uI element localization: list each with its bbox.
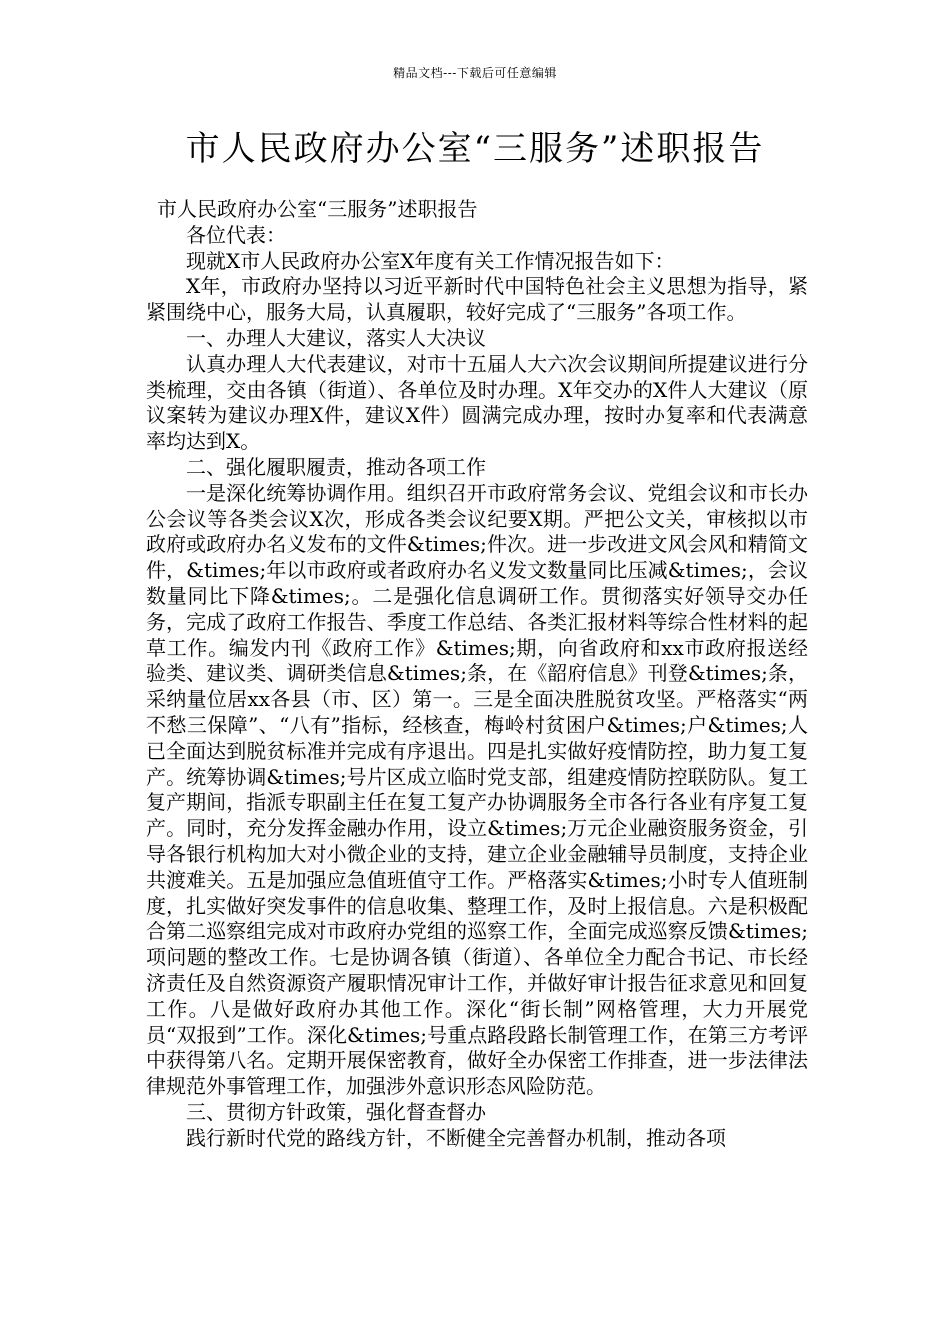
summary-paragraph: X年，市政府办坚持以习近平新时代中国特色社会主义思想为指导，紧紧围绕中心，服务大局，认真履职，较好完成了“三服务”各项工作。: [146, 274, 808, 325]
document-title: 市人民政府办公室“三服务”述职报告: [185, 129, 765, 169]
header-note: 精品文档---下载后可任意编辑: [393, 66, 557, 80]
document-body: [146, 197, 808, 1151]
section-2-paragraph: 一是深化统筹协调作用。组织召开市政府常务会议、党组会议和市长办公会议等各类会议X次，形成各类会议纪要X期。严把公文关，审核拟以市政府或政府办名义发布的文件&times;件次。进一步改进文风会风和精简文件，&times;年以市政府或者政府办名义发文数量同比压减&times;，会议数量同比下降&times;。二是强化信息调研工作。贯彻落实好领导交办任务，完成了政府工作报告、季度工作总结、各类汇报材料等综合性材料的起草工作。编发内刊《政府工作》&times;期，向省政府和xx市政府报送经验类、建议类、调研类信息&times;条，在《韶府信息》刊登&times;条，采纳量位居xx各县（市、区）第一。三是全面决胜脱贫攻坚。严格落实“两不愁三保障”、“八有”指标，经核查，梅岭村贫困户&times;户&times;人已全面达到脱贫标准并完成有序退出。四是扎实做好疫情防控，助力复工复产。统筹协调&times;号片区成立临时党支部，组建疫情防控联防队。复工复产期间，指派专职副主任在复工复产办协调服务全市各行各业有序复工复产。同时，充分发挥金融办作用，设立&times;万元企业融资服务资金，引导各银行机构加大对小微企业的支持，建立企业金融辅导员制度，支持企业共渡难关。五是加强应急值班值守工作。严格落实&times;小时专人值班制度，扎实做好突发事件的信息收集、整理工作，及时上报信息。六是积极配合第二巡察组完成对市政府办党组的巡察工作，全面完成巡察反馈&times;项问题的整改工作。七是协调各镇（街道）、各单位全力配合书记、市长经济责任及自然资源资产履职情况审计工作，并做好审计报告征求意见和回复工作。八是做好政府办其他工作。深化“街长制”网格管理，大力开展党员“双报到”工作。深化&times;号重点路段路长制管理工作，在第三方考评中获得第八名。定期开展保密教育，做好全办保密工作排查，进一步法律法律规范外事管理工作，加强涉外意识形态风险防范。: [146, 480, 808, 1099]
section-1-paragraph: 认真办理人大代表建议，对市十五届人大六次会议期间所提建议进行分类梳理，交由各镇（街道）、各单位及时办理。X年交办的X件人大建议（原议案转为建议办理X件，建议X件）圆满完成办理，按时办复率和代表满意率均达到X。: [146, 351, 808, 454]
section-heading-2: 二、强化履职履责，推动各项工作: [186, 454, 486, 479]
section-3-paragraph: 践行新时代党的路线方针，不断健全完善督办机制，推动各项: [186, 1125, 726, 1150]
salutation: 各位代表：: [186, 222, 286, 247]
body-subtitle: 市人民政府办公室“三服务”述职报告: [157, 197, 478, 221]
intro-line: 现就X市人民政府办公室X年度有关工作情况报告如下：: [186, 248, 675, 273]
section-heading-3: 三、贯彻方针政策，强化督查督办: [186, 1099, 486, 1124]
section-heading-1: 一、办理人大建议，落实人大决议: [186, 325, 486, 350]
